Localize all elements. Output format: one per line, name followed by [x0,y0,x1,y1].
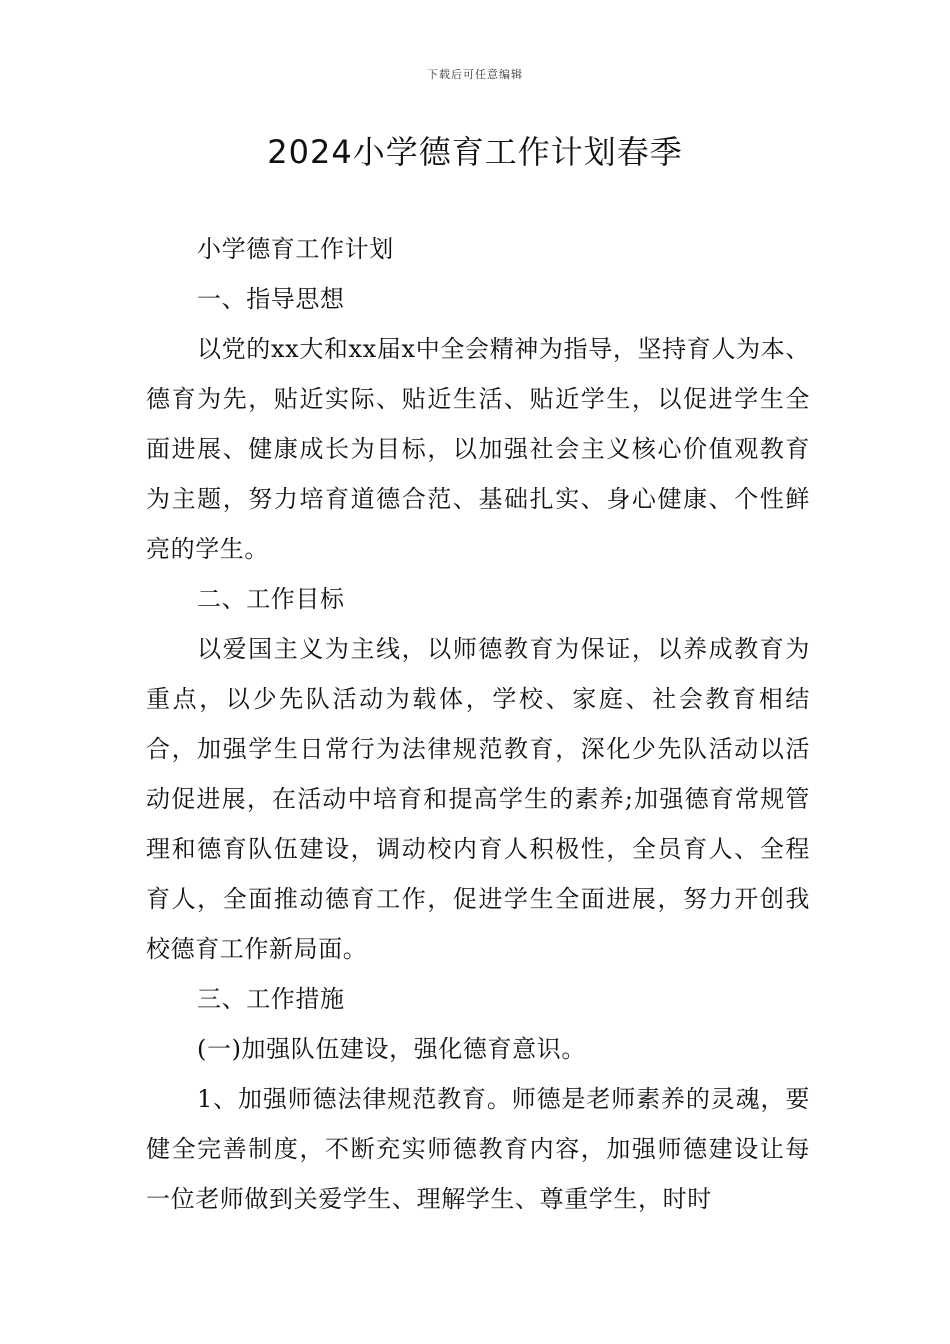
paragraph-measure-1-heading: (一)加强队伍建设，强化德育意识。 [197,1035,586,1063]
paragraph-heading-work-goals: 二、工作目标 [197,585,345,613]
paragraph-measure-1-item-1: 1、加强师德法律规范教育。师德是老师素养的灵魂，要健全完善制度，不断充实师德教育内容，加强师德建设让每一位老师做到关爱学生、理解学生、尊重学生，时时 [146,1085,810,1213]
header-note: 下载后可任意编辑 [427,68,523,81]
paragraph-work-goals: 以爱国主义为主线，以师德教育为保证，以养成教育为重点，以少先队活动为载体，学校、家庭、社会教育相结合，加强学生日常行为法律规范教育，深化少先队活动以活动促进展，在活动中培育和提高学生的素养;加强德育常规管理和德育队伍建设，调动校内育人积极性，全员育人、全程育人，全面推动德育工作，促进学生全面进展，努力开创我校德育工作新局面。 [146,635,810,963]
paragraph-heading-guiding-thought: 一、指导思想 [197,285,345,313]
paragraph-heading-work-measures: 三、工作措施 [197,985,345,1013]
paragraph-subtitle: 小学德育工作计划 [197,235,394,263]
document-body [146,224,810,1224]
document-title: 2024小学德育工作计划春季 [267,133,683,171]
paragraph-guiding-thought: 以党的xx大和xx届x中全会精神为指导，坚持育人为本、德育为先，贴近实际、贴近生活、贴近学生，以促进学生全面进展、健康成长为目标，以加强社会主义核心价值观教育为主题，努力培育道德合范、基础扎实、身心健康、个性鲜亮的学生。 [146,335,810,563]
